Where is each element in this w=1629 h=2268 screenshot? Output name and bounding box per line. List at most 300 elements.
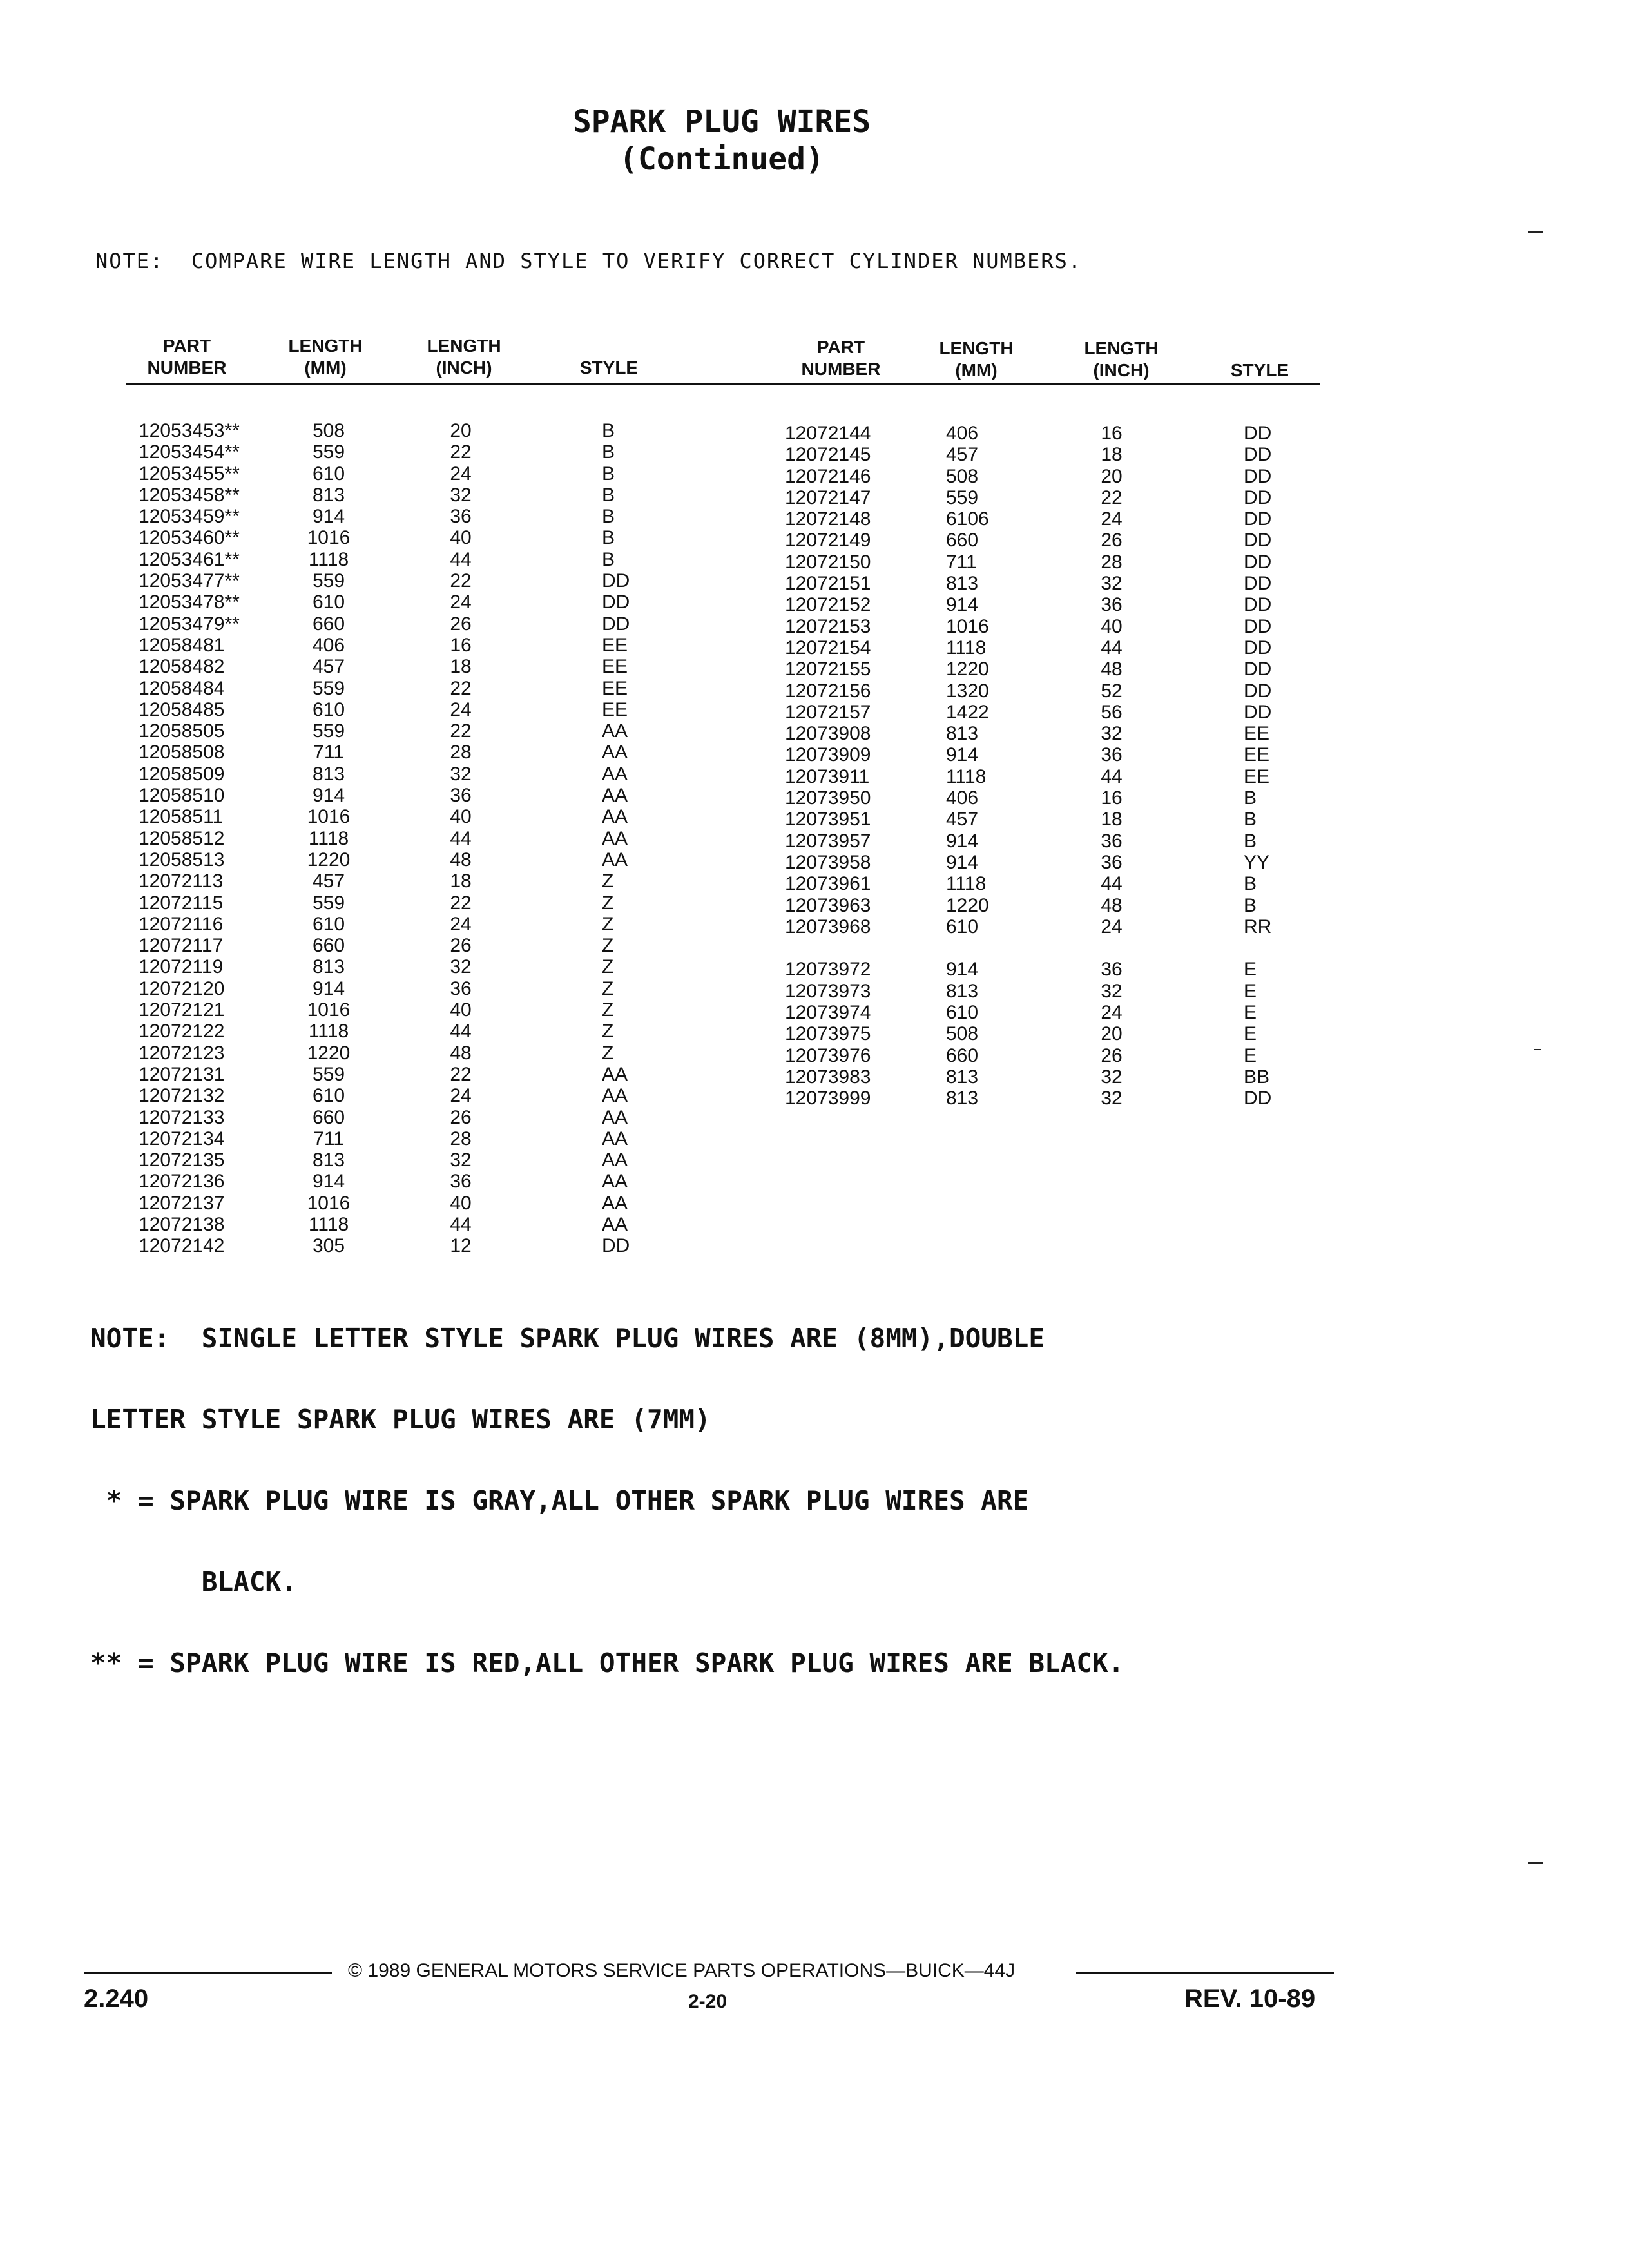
table-cell: 20 [1101, 1023, 1123, 1045]
table-cell: EE [602, 634, 628, 656]
table-cell: 32 [450, 763, 472, 785]
table-cell: B [1244, 787, 1257, 809]
table-cell: 22 [450, 677, 472, 699]
table-cell: 44 [450, 1213, 472, 1235]
footer-rule-right [1076, 1972, 1334, 1974]
table-cell: 610 [312, 698, 345, 720]
table-cell: 12073976 [785, 1044, 871, 1066]
table-cell: 12072131 [139, 1063, 225, 1085]
table-cell: 12073975 [785, 1023, 871, 1045]
table-cell: 813 [312, 956, 345, 978]
page-number: 2.240 [84, 1984, 149, 2013]
table-cell: 40 [1101, 615, 1123, 637]
left-header-part [126, 335, 248, 379]
header-text: LENGTH [427, 336, 501, 356]
table-cell: 12073968 [785, 916, 871, 937]
table-cell: 12072135 [139, 1149, 225, 1171]
table-cell: Z [602, 935, 614, 957]
table-cell: EE [602, 656, 628, 678]
table-cell: 24 [450, 591, 472, 613]
top-note: NOTE: COMPARE WIRE LENGTH AND STYLE TO VERIFY CORRECT CYLINDER NUMBERS. [95, 249, 1083, 273]
table-cell: E [1244, 1044, 1257, 1066]
table-cell: 36 [450, 1171, 472, 1193]
table-cell: DD [1244, 1088, 1272, 1110]
table-cell: 914 [946, 744, 979, 766]
table-cell: DD [1244, 573, 1272, 595]
right-style-column [1244, 423, 1271, 1110]
table-cell: 457 [946, 809, 979, 831]
table-cell: 24 [450, 913, 472, 935]
table-cell: 559 [312, 892, 345, 914]
header-text: (INCH) [436, 358, 492, 378]
table-cell: AA [602, 1213, 628, 1235]
table-cell: 16 [450, 634, 472, 656]
table-cell: 559 [946, 486, 979, 508]
table-cell: 610 [312, 1085, 345, 1107]
page-title [0, 103, 1443, 178]
header-text: LENGTH [1084, 338, 1159, 358]
header-text: (MM) [304, 358, 347, 378]
table-cell: 28 [450, 1128, 472, 1149]
table-cell: 22 [450, 892, 472, 914]
table-cell: 12072133 [139, 1106, 225, 1128]
table-cell: 12053455** [139, 463, 240, 485]
bottom-note-line: BLACK. [90, 1566, 297, 1597]
right-header-style: STYLE [1230, 360, 1289, 380]
table-cell: EE [1244, 765, 1270, 787]
header-text: PART [816, 337, 865, 357]
table-cell: 406 [946, 423, 979, 444]
table-cell: 12072136 [139, 1171, 225, 1193]
table-cell: 12073963 [785, 894, 871, 916]
table-cell: B [602, 420, 615, 441]
table-cell: 36 [1101, 851, 1123, 873]
table-cell: 914 [946, 851, 979, 873]
table-cell: EE [602, 698, 628, 720]
table-cell: 32 [1101, 1066, 1123, 1088]
table-cell: 813 [312, 484, 345, 506]
table-cell: 12072153 [785, 615, 871, 637]
table-cell: AA [602, 1171, 628, 1193]
bottom-note-line: NOTE: SINGLE LETTER STYLE SPARK PLUG WIRES ARE (8MM),DOUBLE [90, 1323, 1045, 1354]
header-text: NUMBER [801, 359, 881, 379]
table-cell: 48 [1101, 894, 1123, 916]
table-cell: 24 [1101, 1002, 1123, 1024]
table-cell: 36 [1101, 959, 1123, 981]
table-cell: 32 [450, 956, 472, 978]
table-cell: 32 [450, 484, 472, 506]
table-cell: 12072116 [139, 913, 224, 935]
table-cell: 40 [450, 999, 472, 1021]
table-cell: 1118 [946, 873, 987, 895]
table-cell: 12053477** [139, 570, 240, 592]
row-gap [1083, 937, 1141, 959]
left-inch-column [432, 420, 490, 1257]
header-text: LENGTH [288, 336, 363, 356]
table-cell: 12072151 [785, 573, 871, 595]
table-cell: 24 [450, 1085, 472, 1107]
table-cell: 12072154 [785, 637, 871, 658]
table-cell: 610 [946, 1002, 979, 1024]
right-inch-column [1083, 423, 1141, 1110]
row-gap [1244, 937, 1271, 959]
table-cell: AA [602, 720, 628, 742]
table-cell: 18 [1101, 444, 1123, 466]
table-cell: 813 [946, 573, 979, 595]
table-cell: 12058484 [139, 677, 225, 699]
bottom-note-line: * = SPARK PLUG WIRE IS GRAY,ALL OTHER SPARK PLUG WIRES ARE [90, 1485, 1029, 1516]
table-cell: B [602, 548, 615, 570]
table-cell: 12073973 [785, 980, 871, 1002]
table-cell: 457 [312, 870, 345, 892]
table-cell: 914 [946, 830, 979, 852]
bottom-note [90, 1271, 1124, 1704]
table-cell: 12058513 [139, 849, 225, 870]
table-cell: 559 [312, 1063, 345, 1085]
table-cell: 559 [312, 441, 345, 463]
table-cell: 20 [450, 420, 472, 441]
table-cell: 12072152 [785, 594, 871, 616]
table-cell: 12058485 [139, 698, 225, 720]
table-cell: 813 [312, 763, 345, 785]
table-cell: 914 [312, 977, 345, 999]
table-cell: 660 [946, 530, 979, 552]
table-cell: DD [1244, 423, 1272, 444]
table-cell: 1118 [308, 1213, 349, 1235]
right-header-part [780, 336, 902, 380]
table-cell: 12053460** [139, 527, 240, 549]
table-cell: 12072117 [139, 935, 224, 957]
table-cell: 18 [1101, 809, 1123, 831]
table-cell: 12072115 [139, 892, 224, 914]
table-cell: 32 [1101, 723, 1123, 745]
table-cell: 813 [946, 723, 979, 745]
table-cell: 40 [450, 1192, 472, 1214]
table-cell: 610 [312, 463, 345, 485]
revision-label: REV. 10-89 [1184, 1984, 1316, 2013]
table-cell: 12073951 [785, 809, 871, 831]
table-cell: 24 [450, 463, 472, 485]
table-cell: 12073974 [785, 1002, 871, 1024]
table-cell: 12072132 [139, 1085, 225, 1107]
table-cell: 22 [450, 720, 472, 742]
table-cell: 22 [450, 441, 472, 463]
table-cell: 26 [1101, 1044, 1123, 1066]
table-cell: 711 [313, 1128, 344, 1149]
table-cell: 36 [450, 785, 472, 807]
table-cell: DD [1244, 658, 1272, 680]
table-cell: 12073961 [785, 873, 871, 895]
table-cell: 26 [450, 613, 472, 635]
table-cell: B [602, 441, 615, 463]
table-cell: 914 [312, 506, 345, 528]
table-cell: 1118 [308, 827, 349, 849]
table-cell: 711 [946, 551, 977, 573]
table-cell: 44 [1101, 873, 1123, 895]
table-cell: 12058509 [139, 763, 225, 785]
table-cell: Z [602, 892, 614, 914]
table-cell: DD [1244, 508, 1272, 530]
table-cell: 28 [450, 742, 472, 764]
table-cell: B [1244, 894, 1257, 916]
table-cell: DD [602, 1235, 630, 1257]
table-cell: 1220 [946, 658, 989, 680]
table-cell: 406 [946, 787, 979, 809]
table-cell: 12072144 [785, 423, 871, 444]
table-cell: 12072155 [785, 658, 871, 680]
table-cell: 12058481 [139, 634, 225, 656]
table-cell: 508 [946, 465, 979, 487]
table-cell: E [1244, 980, 1257, 1002]
table-cell: 12073950 [785, 787, 871, 809]
table-cell: 12072148 [785, 508, 871, 530]
table-cell: 22 [450, 570, 472, 592]
table-cell: 12072156 [785, 680, 871, 702]
margin-tick [1528, 231, 1543, 233]
table-cell: 12072138 [139, 1213, 225, 1235]
table-cell: 1220 [307, 1042, 351, 1064]
table-cell: DD [602, 613, 630, 635]
sub-page-number: 2-20 [688, 1991, 728, 2012]
header-text: (INCH) [1093, 360, 1150, 380]
table-cell: DD [1244, 465, 1272, 487]
table-cell: 12058510 [139, 785, 225, 807]
table-cell: BB [1244, 1066, 1270, 1088]
margin-tick [1534, 1049, 1541, 1050]
table-cell: 914 [946, 594, 979, 616]
table-cell: 660 [946, 1044, 979, 1066]
table-cell: 12053458** [139, 484, 240, 506]
table-cell: 18 [450, 656, 472, 678]
table-cell: 22 [450, 1063, 472, 1085]
table-cell: AA [602, 1149, 628, 1171]
table-cell: EE [602, 677, 628, 699]
table-cell: 12073911 [785, 765, 870, 787]
table-cell: 52 [1101, 680, 1123, 702]
left-style-column [602, 420, 630, 1257]
table-cell: 12072113 [139, 870, 224, 892]
table-cell: 12072157 [785, 701, 871, 723]
table-cell: 12053453** [139, 420, 240, 441]
table-cell: 24 [1101, 916, 1123, 937]
footer-copyright: © 1989 GENERAL MOTORS SERVICE PARTS OPERATIONS—BUICK—44J [348, 1960, 1016, 1981]
right-header-inch [1063, 338, 1179, 381]
table-cell: 18 [450, 870, 472, 892]
table-cell: 914 [312, 1171, 345, 1193]
table-cell: 660 [312, 613, 345, 635]
table-cell: 914 [946, 959, 979, 981]
table-cell: 26 [450, 1106, 472, 1128]
title-line-2: (Continued) [619, 141, 824, 177]
table-cell: 16 [1101, 423, 1123, 444]
table-cell: 12073972 [785, 959, 871, 981]
table-cell: DD [1244, 551, 1272, 573]
margin-tick [1528, 1862, 1543, 1864]
table-cell: B [602, 527, 615, 549]
table-cell: 40 [450, 527, 472, 549]
table-cell: 559 [312, 677, 345, 699]
table-cell: 12072149 [785, 530, 871, 552]
table-cell: 12058508 [139, 742, 225, 764]
table-cell: 28 [1101, 551, 1123, 573]
table-cell: 56 [1101, 701, 1123, 723]
table-cell: 48 [450, 1042, 472, 1064]
table-cell: 12072134 [139, 1128, 225, 1149]
table-cell: 1016 [307, 999, 351, 1021]
table-cell: B [1244, 809, 1257, 831]
table-cell: 12072119 [139, 956, 224, 978]
table-cell: 12072150 [785, 551, 871, 573]
table-cell: 12072120 [139, 977, 225, 999]
table-cell: Z [602, 956, 614, 978]
table-cell: 660 [312, 935, 345, 957]
table-cell: 610 [312, 913, 345, 935]
table-cell: 610 [312, 591, 345, 613]
table-cell: 12072123 [139, 1042, 225, 1064]
row-gap [785, 937, 871, 959]
table-cell: 1016 [307, 1192, 351, 1214]
table-cell: DD [1244, 701, 1272, 723]
table-cell: 24 [1101, 508, 1123, 530]
table-cell: 26 [1101, 530, 1123, 552]
left-part-column [139, 420, 240, 1257]
table-cell: 508 [946, 1023, 979, 1045]
table-cell: 12058512 [139, 827, 225, 849]
table-cell: 32 [450, 1149, 472, 1171]
table-cell: 12072147 [785, 486, 871, 508]
table-cell: 1118 [946, 765, 987, 787]
table-cell: DD [1244, 530, 1272, 552]
table-cell: EE [1244, 744, 1270, 766]
table-cell: Z [602, 913, 614, 935]
header-text: NUMBER [147, 358, 227, 378]
table-cell: 813 [312, 1149, 345, 1171]
table-cell: 1220 [946, 894, 989, 916]
table-cell: 36 [1101, 744, 1123, 766]
left-header-style: STYLE [579, 358, 639, 378]
table-cell: DD [602, 591, 630, 613]
table-cell: AA [602, 1085, 628, 1107]
table-cell: AA [602, 806, 628, 828]
table-cell: 12072122 [139, 1021, 225, 1043]
right-mm-column [946, 423, 989, 1110]
table-cell: 48 [450, 849, 472, 870]
table-cell: 44 [1101, 765, 1123, 787]
table-cell: E [1244, 959, 1257, 981]
table-cell: E [1244, 1023, 1257, 1045]
table-cell: 12072145 [785, 444, 871, 466]
table-cell: 12058511 [139, 806, 224, 828]
bottom-note-line: LETTER STYLE SPARK PLUG WIRES ARE (7MM) [90, 1404, 711, 1435]
right-header-mm [925, 338, 1028, 381]
table-cell: 16 [1101, 787, 1123, 809]
header-text: LENGTH [939, 338, 1014, 358]
table-cell: 711 [313, 742, 344, 764]
table-cell: 48 [1101, 658, 1123, 680]
table-cell: 12 [450, 1235, 472, 1257]
table-cell: 12072137 [139, 1192, 225, 1214]
table-cell: AA [602, 763, 628, 785]
table-cell: 305 [312, 1235, 345, 1257]
table-cell: Z [602, 999, 614, 1021]
table-cell: 406 [312, 634, 345, 656]
table-cell: 44 [450, 548, 472, 570]
table-cell: 813 [946, 980, 979, 1002]
table-cell: B [602, 506, 615, 528]
table-cell: 44 [450, 827, 472, 849]
table-cell: 1422 [946, 701, 989, 723]
table-cell: 12072121 [139, 999, 225, 1021]
table-cell: 20 [1101, 465, 1123, 487]
table-cell: 457 [312, 656, 345, 678]
table-cell: YY [1244, 851, 1270, 873]
table-cell: E [1244, 1002, 1257, 1024]
table-cell: AA [602, 742, 628, 764]
table-cell: DD [1244, 615, 1272, 637]
table-cell: 12053461** [139, 548, 240, 570]
left-header-mm [274, 335, 377, 379]
table-cell: DD [1244, 486, 1272, 508]
table-cell: 12073999 [785, 1088, 871, 1110]
table-cell: 12053479** [139, 613, 240, 635]
table-cell: 813 [946, 1088, 979, 1110]
table-cell: B [602, 484, 615, 506]
table-cell: AA [602, 1063, 628, 1085]
table-cell: 559 [312, 570, 345, 592]
table-cell: 12053459** [139, 506, 240, 528]
table-cell: 12073908 [785, 723, 871, 745]
table-cell: 12058505 [139, 720, 225, 742]
left-mm-column [290, 420, 367, 1257]
table-cell: 36 [450, 506, 472, 528]
table-cell: 26 [450, 935, 472, 957]
table-cell: 660 [312, 1106, 345, 1128]
table-cell: 1016 [307, 806, 351, 828]
table-cell: AA [602, 785, 628, 807]
table-cell: AA [602, 1106, 628, 1128]
table-cell: 813 [946, 1066, 979, 1088]
bottom-note-line: ** = SPARK PLUG WIRE IS RED,ALL OTHER SPARK PLUG WIRES ARE BLACK. [90, 1648, 1124, 1678]
table-cell: DD [1244, 680, 1272, 702]
table-cell: Z [602, 1042, 614, 1064]
table-cell: 32 [1101, 1088, 1123, 1110]
table-cell: DD [1244, 637, 1272, 658]
header-text: PART [162, 336, 211, 356]
table-cell: 32 [1101, 573, 1123, 595]
table-cell: AA [602, 849, 628, 870]
table-cell: 44 [450, 1021, 472, 1043]
table-cell: 22 [1101, 486, 1123, 508]
table-cell: 12073957 [785, 830, 871, 852]
table-cell: B [1244, 830, 1257, 852]
table-cell: Z [602, 977, 614, 999]
title-line-1: SPARK PLUG WIRES [572, 104, 871, 140]
table-cell: 12072142 [139, 1235, 225, 1257]
table-cell: 12073983 [785, 1066, 871, 1088]
table-cell: AA [602, 827, 628, 849]
table-cell: 914 [312, 785, 345, 807]
table-cell: 44 [1101, 637, 1123, 658]
table-cell: RR [1244, 916, 1272, 937]
table-cell: 12073909 [785, 744, 871, 766]
table-cell: B [1244, 873, 1257, 895]
table-cell: Z [602, 1021, 614, 1043]
table-cell: 508 [312, 420, 345, 441]
table-cell: DD [1244, 594, 1272, 616]
table-cell: 1118 [308, 548, 349, 570]
table-cell: DD [1244, 444, 1272, 466]
table-cell: 36 [450, 977, 472, 999]
